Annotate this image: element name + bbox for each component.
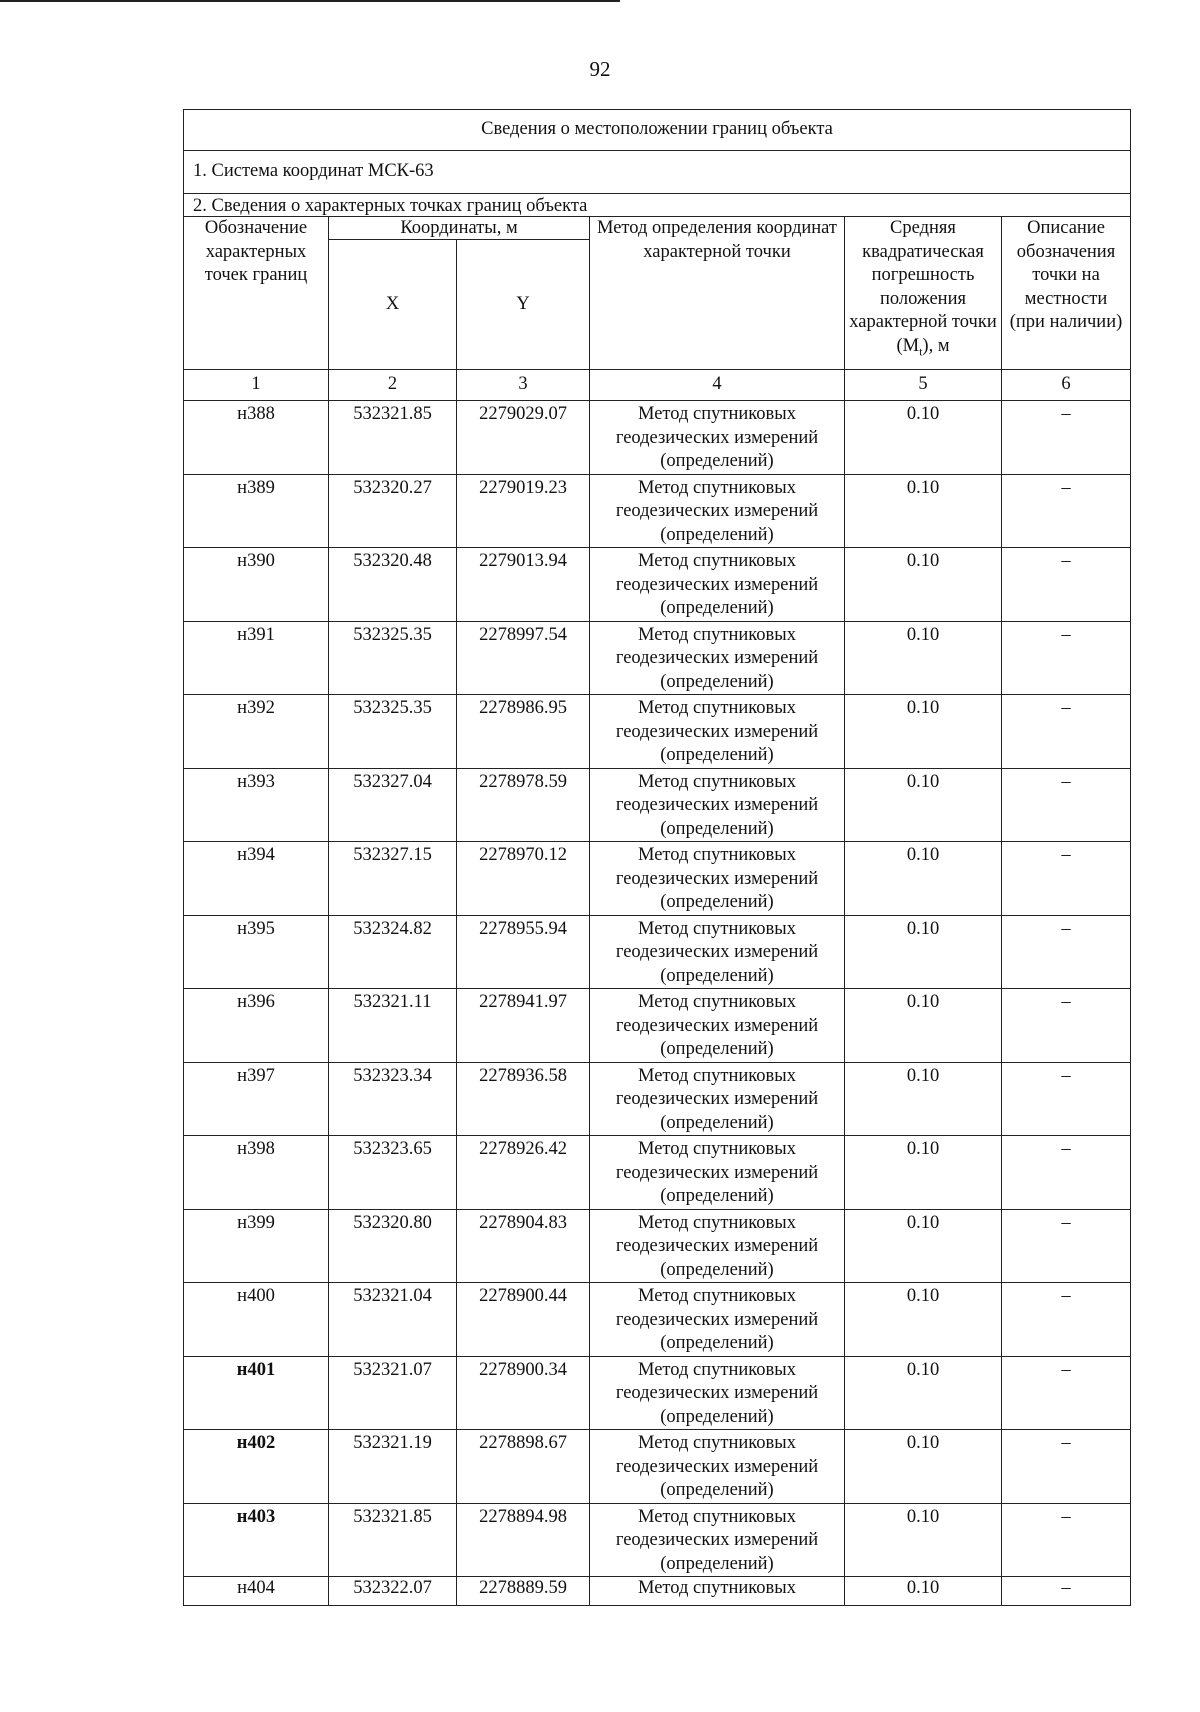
table-row xyxy=(184,1209,1131,1283)
method-cell: Метод спутниковых геодезических измерений (определений) xyxy=(590,401,845,475)
description-cell: – xyxy=(1002,1503,1131,1577)
y-cell: 2279029.07 xyxy=(457,401,590,475)
error-cell: 0.10 xyxy=(845,1503,1002,1577)
y-cell: 2278889.59 xyxy=(457,1577,590,1606)
header-y: Y xyxy=(457,240,590,370)
column-numbers-row xyxy=(184,370,1131,401)
description-cell: – xyxy=(1002,1577,1131,1606)
y-cell: 2278898.67 xyxy=(457,1430,590,1504)
x-cell: 532327.15 xyxy=(329,842,457,916)
point-cell: н397 xyxy=(184,1062,329,1136)
method-cell: Метод спутниковых геодезических измерений (определений) xyxy=(590,1062,845,1136)
table-row xyxy=(184,1503,1131,1577)
x-cell: 532321.85 xyxy=(329,1503,457,1577)
x-cell: 532320.80 xyxy=(329,1209,457,1283)
method-cell: Метод спутниковых геодезических измерений (определений) xyxy=(590,1209,845,1283)
y-cell: 2278955.94 xyxy=(457,915,590,989)
point-cell: н390 xyxy=(184,548,329,622)
point-cell: н395 xyxy=(184,915,329,989)
x-cell: 532325.35 xyxy=(329,695,457,769)
x-cell: 532321.11 xyxy=(329,989,457,1063)
y-cell: 2278970.12 xyxy=(457,842,590,916)
x-cell: 532321.04 xyxy=(329,1283,457,1357)
top-border-line xyxy=(0,0,620,2)
x-cell: 532323.65 xyxy=(329,1136,457,1210)
error-cell: 0.10 xyxy=(845,842,1002,916)
method-cell: Метод спутниковых xyxy=(590,1577,845,1606)
x-cell: 532321.07 xyxy=(329,1356,457,1430)
y-cell: 2278997.54 xyxy=(457,621,590,695)
table-row xyxy=(184,1430,1131,1504)
description-cell: – xyxy=(1002,1283,1131,1357)
x-cell: 532322.07 xyxy=(329,1577,457,1606)
x-cell: 532321.19 xyxy=(329,1430,457,1504)
description-cell: – xyxy=(1002,1430,1131,1504)
header-description: Описание обозначения точки на местности (при наличии) xyxy=(1002,217,1131,370)
y-cell: 2278894.98 xyxy=(457,1503,590,1577)
description-cell: – xyxy=(1002,474,1131,548)
method-cell: Метод спутниковых геодезических измерений (определений) xyxy=(590,1283,845,1357)
table-row xyxy=(184,1577,1131,1606)
error-cell: 0.10 xyxy=(845,915,1002,989)
table-row xyxy=(184,842,1131,916)
column-number: 2 xyxy=(329,370,457,401)
table-title: Сведения о местоположении границ объекта xyxy=(184,110,1131,151)
table-row xyxy=(184,1356,1131,1430)
point-cell: н392 xyxy=(184,695,329,769)
table-row xyxy=(184,621,1131,695)
error-cell: 0.10 xyxy=(845,1136,1002,1210)
section-title: 2. Сведения о характерных точках границ объекта xyxy=(184,194,1131,217)
point-cell: н402 xyxy=(184,1430,329,1504)
error-cell: 0.10 xyxy=(845,1356,1002,1430)
y-cell: 2279019.23 xyxy=(457,474,590,548)
description-cell: – xyxy=(1002,621,1131,695)
header-method: Метод определения координат характерной точки xyxy=(590,217,845,370)
description-cell: – xyxy=(1002,989,1131,1063)
point-cell: н389 xyxy=(184,474,329,548)
description-cell: – xyxy=(1002,695,1131,769)
description-cell: – xyxy=(1002,1062,1131,1136)
point-cell: н399 xyxy=(184,1209,329,1283)
y-cell: 2278900.44 xyxy=(457,1283,590,1357)
table-row xyxy=(184,1136,1131,1210)
coordinates-table xyxy=(183,109,1131,1606)
method-cell: Метод спутниковых геодезических измерений (определений) xyxy=(590,989,845,1063)
point-cell: н393 xyxy=(184,768,329,842)
column-number: 6 xyxy=(1002,370,1131,401)
table-row xyxy=(184,474,1131,548)
column-number: 5 xyxy=(845,370,1002,401)
error-cell: 0.10 xyxy=(845,548,1002,622)
description-cell: – xyxy=(1002,1136,1131,1210)
table-row xyxy=(184,548,1131,622)
header-error: Средняя квадратическая погрешность положения характерной точки $(M_t)$, м xyxy=(845,217,1002,370)
method-cell: Метод спутниковых геодезических измерений (определений) xyxy=(590,1430,845,1504)
y-cell: 2278926.42 xyxy=(457,1136,590,1210)
y-cell: 2278900.34 xyxy=(457,1356,590,1430)
method-cell: Метод спутниковых геодезических измерений (определений) xyxy=(590,548,845,622)
method-cell: Метод спутниковых геодезических измерений (определений) xyxy=(590,474,845,548)
error-cell: 0.10 xyxy=(845,474,1002,548)
point-cell: н404 xyxy=(184,1577,329,1606)
description-cell: – xyxy=(1002,915,1131,989)
column-number: 4 xyxy=(590,370,845,401)
table-row xyxy=(184,401,1131,475)
table-row xyxy=(184,1283,1131,1357)
point-cell: н400 xyxy=(184,1283,329,1357)
error-cell: 0.10 xyxy=(845,1430,1002,1504)
point-cell: н401 xyxy=(184,1356,329,1430)
method-cell: Метод спутниковых геодезических измерений (определений) xyxy=(590,1356,845,1430)
description-cell: – xyxy=(1002,548,1131,622)
header-point: Обозначение характерных точек границ xyxy=(184,217,329,370)
table-row xyxy=(184,1062,1131,1136)
x-cell: 532320.48 xyxy=(329,548,457,622)
point-cell: н398 xyxy=(184,1136,329,1210)
coordinate-system: 1. Система координат МСК-63 xyxy=(184,151,1131,194)
x-cell: 532325.35 xyxy=(329,621,457,695)
column-number: 1 xyxy=(184,370,329,401)
x-cell: 532321.85 xyxy=(329,401,457,475)
error-cell: 0.10 xyxy=(845,695,1002,769)
error-cell: 0.10 xyxy=(845,621,1002,695)
y-cell: 2278941.97 xyxy=(457,989,590,1063)
column-number: 3 xyxy=(457,370,590,401)
description-cell: – xyxy=(1002,768,1131,842)
header-coords: Координаты, м xyxy=(329,217,590,240)
error-cell: 0.10 xyxy=(845,401,1002,475)
method-cell: Метод спутниковых геодезических измерений (определений) xyxy=(590,1136,845,1210)
description-cell: – xyxy=(1002,842,1131,916)
y-cell: 2279013.94 xyxy=(457,548,590,622)
point-cell: н403 xyxy=(184,1503,329,1577)
method-cell: Метод спутниковых геодезических измерений (определений) xyxy=(590,842,845,916)
error-cell: 0.10 xyxy=(845,1062,1002,1136)
x-cell: 532327.04 xyxy=(329,768,457,842)
point-cell: н388 xyxy=(184,401,329,475)
table-row xyxy=(184,695,1131,769)
description-cell: – xyxy=(1002,401,1131,475)
method-cell: Метод спутниковых геодезических измерений (определений) xyxy=(590,915,845,989)
error-cell: 0.10 xyxy=(845,1209,1002,1283)
header-x: X xyxy=(329,240,457,370)
point-cell: н394 xyxy=(184,842,329,916)
method-cell: Метод спутниковых геодезических измерений (определений) xyxy=(590,768,845,842)
point-cell: н396 xyxy=(184,989,329,1063)
error-cell: 0.10 xyxy=(845,1577,1002,1606)
description-cell: – xyxy=(1002,1209,1131,1283)
x-cell: 532323.34 xyxy=(329,1062,457,1136)
table-row xyxy=(184,768,1131,842)
error-cell: 0.10 xyxy=(845,768,1002,842)
y-cell: 2278904.83 xyxy=(457,1209,590,1283)
error-cell: 0.10 xyxy=(845,1283,1002,1357)
error-cell: 0.10 xyxy=(845,989,1002,1063)
y-cell: 2278936.58 xyxy=(457,1062,590,1136)
x-cell: 532324.82 xyxy=(329,915,457,989)
method-cell: Метод спутниковых геодезических измерений (определений) xyxy=(590,1503,845,1577)
x-cell: 532320.27 xyxy=(329,474,457,548)
method-cell: Метод спутниковых геодезических измерений (определений) xyxy=(590,695,845,769)
method-cell: Метод спутниковых геодезических измерений (определений) xyxy=(590,621,845,695)
description-cell: – xyxy=(1002,1356,1131,1430)
point-cell: н391 xyxy=(184,621,329,695)
y-cell: 2278978.59 xyxy=(457,768,590,842)
table-row xyxy=(184,915,1131,989)
table-row xyxy=(184,989,1131,1063)
y-cell: 2278986.95 xyxy=(457,695,590,769)
page-number: 92 xyxy=(589,57,611,81)
